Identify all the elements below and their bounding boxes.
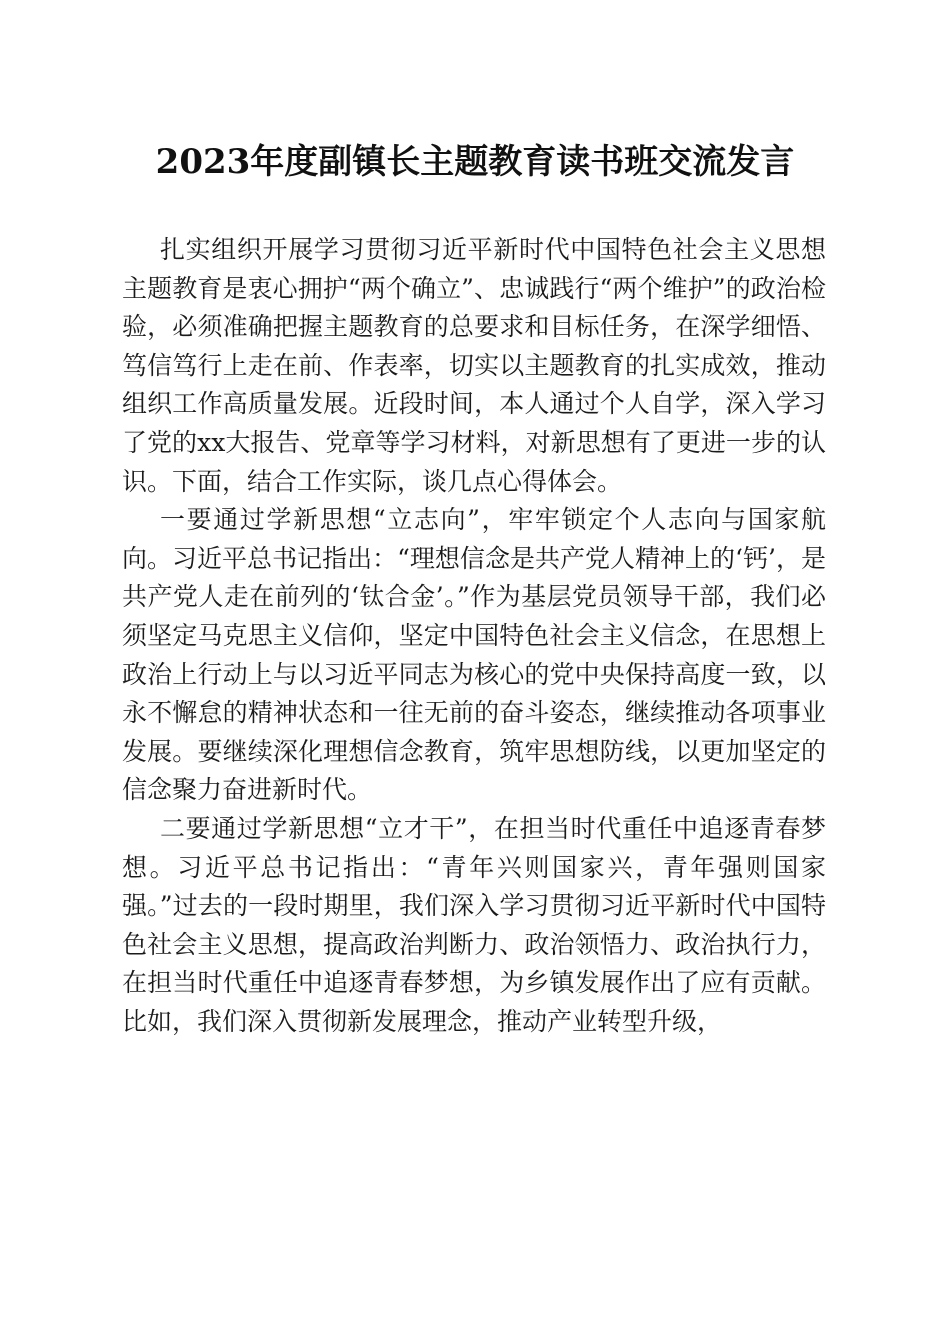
document-body bbox=[122, 231, 826, 1041]
document-title: 2023年度副镇长主题教育读书班交流发言 bbox=[155, 142, 795, 182]
paragraph-point-two: 二要通过学新思想“立才干”，在担当时代重任中追逐青春梦想。习近平总书记指出：“青年兴则国家兴，青年强则国家强。”过去的一段时期里，我们深入学习贯彻习近平新时代中国特色社会主义思想，提高政治判断力、政治领悟力、政治执行力，在担当时代重任中追逐青春梦想，为乡镇发展作出了应有贡献。比如，我们深入贯彻新发展理念，推动产业转型升级， bbox=[122, 813, 826, 1036]
paragraph-intro: 扎实组织开展学习贯彻习近平新时代中国特色社会主义思想主题教育是衷心拥护“两个确立”、忠诚践行“两个维护”的政治检验，必须准确把握主题教育的总要求和目标任务，在深学细悟、笃信笃行上走在前、作表率，切实以主题教育的扎实成效，推动组织工作高质量发展。近段时间，本人通过个人自学，深入学习了党的xx大报告、党章等学习材料，对新思想有了更进一步的认识。下面，结合工作实际，谈几点心得体会。 bbox=[122, 235, 826, 496]
paragraph-point-one: 一要通过学新思想“立志向”，牢牢锁定个人志向与国家航向。习近平总书记指出：“理想信念是共产党人精神上的‘钙’，是共产党人走在前列的‘钛合金’。”作为基层党员领导干部，我们必须坚定马克思主义信仰，坚定中国特色社会主义信念，在思想上政治上行动上与以习近平同志为核心的党中央保持高度一致，以永不懈怠的精神状态和一往无前的奋斗姿态，继续推动各项事业发展。要继续深化理想信念教育，筑牢思想防线，以更加坚定的信念聚力奋进新时代。 bbox=[122, 505, 826, 805]
